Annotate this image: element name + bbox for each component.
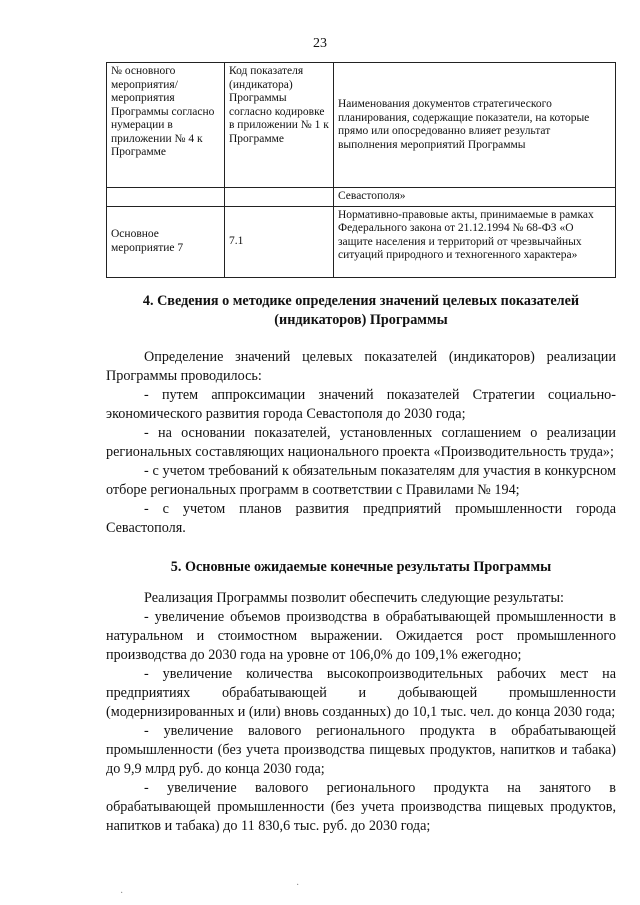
- table-cell-empty: [107, 188, 225, 207]
- scan-artifact-dot: ·: [296, 880, 300, 891]
- section-4-list-item: - путем аппроксимации значений показателей Стратегии социально-экономического развития города Севастополя до 2030 года;: [106, 387, 616, 422]
- section-5-list-item: - увеличение количества высокопроизводительных рабочих мест на предприятиях обрабатывающей и добывающей промышленности (модернизированных и (или) вновь созданных) до 10,1 тыс. чел. до конца 2030 года;: [106, 666, 616, 720]
- header-activity-number: № основного мероприятия/ мероприятия Программы согласно нумерации в приложении № 4 к Программе: [107, 63, 225, 188]
- table-cell-empty: [225, 188, 334, 207]
- scan-artifact-dot: ·: [120, 888, 124, 899]
- section-4-title: 4. Сведения о методике определения значений целевых показателей (индикаторов) Программы: [142, 293, 580, 328]
- table-cell-code: 7.1: [225, 206, 334, 277]
- section-5-list-item: - увеличение объемов производства в обрабатывающей промышленности в натуральном и стоимостном выражении. Ожидается рост промышленного производства до 2030 года на уровне от 106,0% до 109,1% ежегодно;: [106, 609, 616, 663]
- table-cell-continuation: Севастополя»: [334, 188, 616, 207]
- section-5: [106, 558, 616, 836]
- section-4-paragraph: Определение значений целевых показателей (индикаторов) реализации Программы проводилось:: [106, 349, 616, 384]
- header-indicator-code: Код показателя (индикатора) Программы согласно кодировке в приложении № 1 к Программе: [225, 63, 334, 188]
- section-4: [106, 292, 616, 538]
- table-header-row: [107, 63, 616, 188]
- table-continuation-row: [107, 188, 616, 207]
- header-document-names: Наименования документов стратегического планирования, содержащие показатели, на которые прямо или опосредованно влияет результат выполнения мероприятий Программы: [334, 63, 616, 188]
- section-4-list-item: - с учетом требований к обязательным показателям для участия в конкурсном отборе региональных программ в соответствии с Правилами № 194;: [106, 463, 616, 498]
- strategic-documents-table: [106, 62, 616, 278]
- section-5-paragraph: Реализация Программы позволит обеспечить следующие результаты:: [144, 590, 564, 606]
- section-5-title: 5. Основные ожидаемые конечные результаты Программы: [170, 559, 552, 575]
- section-4-list-item: - с учетом планов развития предприятий промышленности города Севастополя.: [106, 501, 616, 536]
- section-5-list-item: - увеличение валового регионального продукта на занятого в обрабатывающей промышленности (без учета производства пищевых продуктов, напитков и табака) до 11 830,6 тыс. руб. до 2030 года;: [106, 780, 616, 834]
- page-number: 23: [313, 36, 327, 51]
- table-row: [107, 206, 616, 277]
- section-5-list-item: - увеличение валового регионального продукта в обрабатывающей промышленности (без учета производства пищевых продуктов, напитков и табака) до 9,9 млрд руб. до конца 2030 года;: [106, 723, 616, 777]
- table-cell-documents: Нормативно-правовые акты, принимаемые в рамках Федерального закона от 21.12.1994 № 68-ФЗ «О защите населения и территорий от чрезвычайных ситуаций природного и техногенного характера»: [334, 206, 616, 277]
- table-cell-activity: Основное мероприятие 7: [107, 206, 225, 277]
- section-4-list-item: - на основании показателей, установленных соглашением о реализации региональных составляющих национального проекта «Производительность труда»;: [106, 425, 616, 460]
